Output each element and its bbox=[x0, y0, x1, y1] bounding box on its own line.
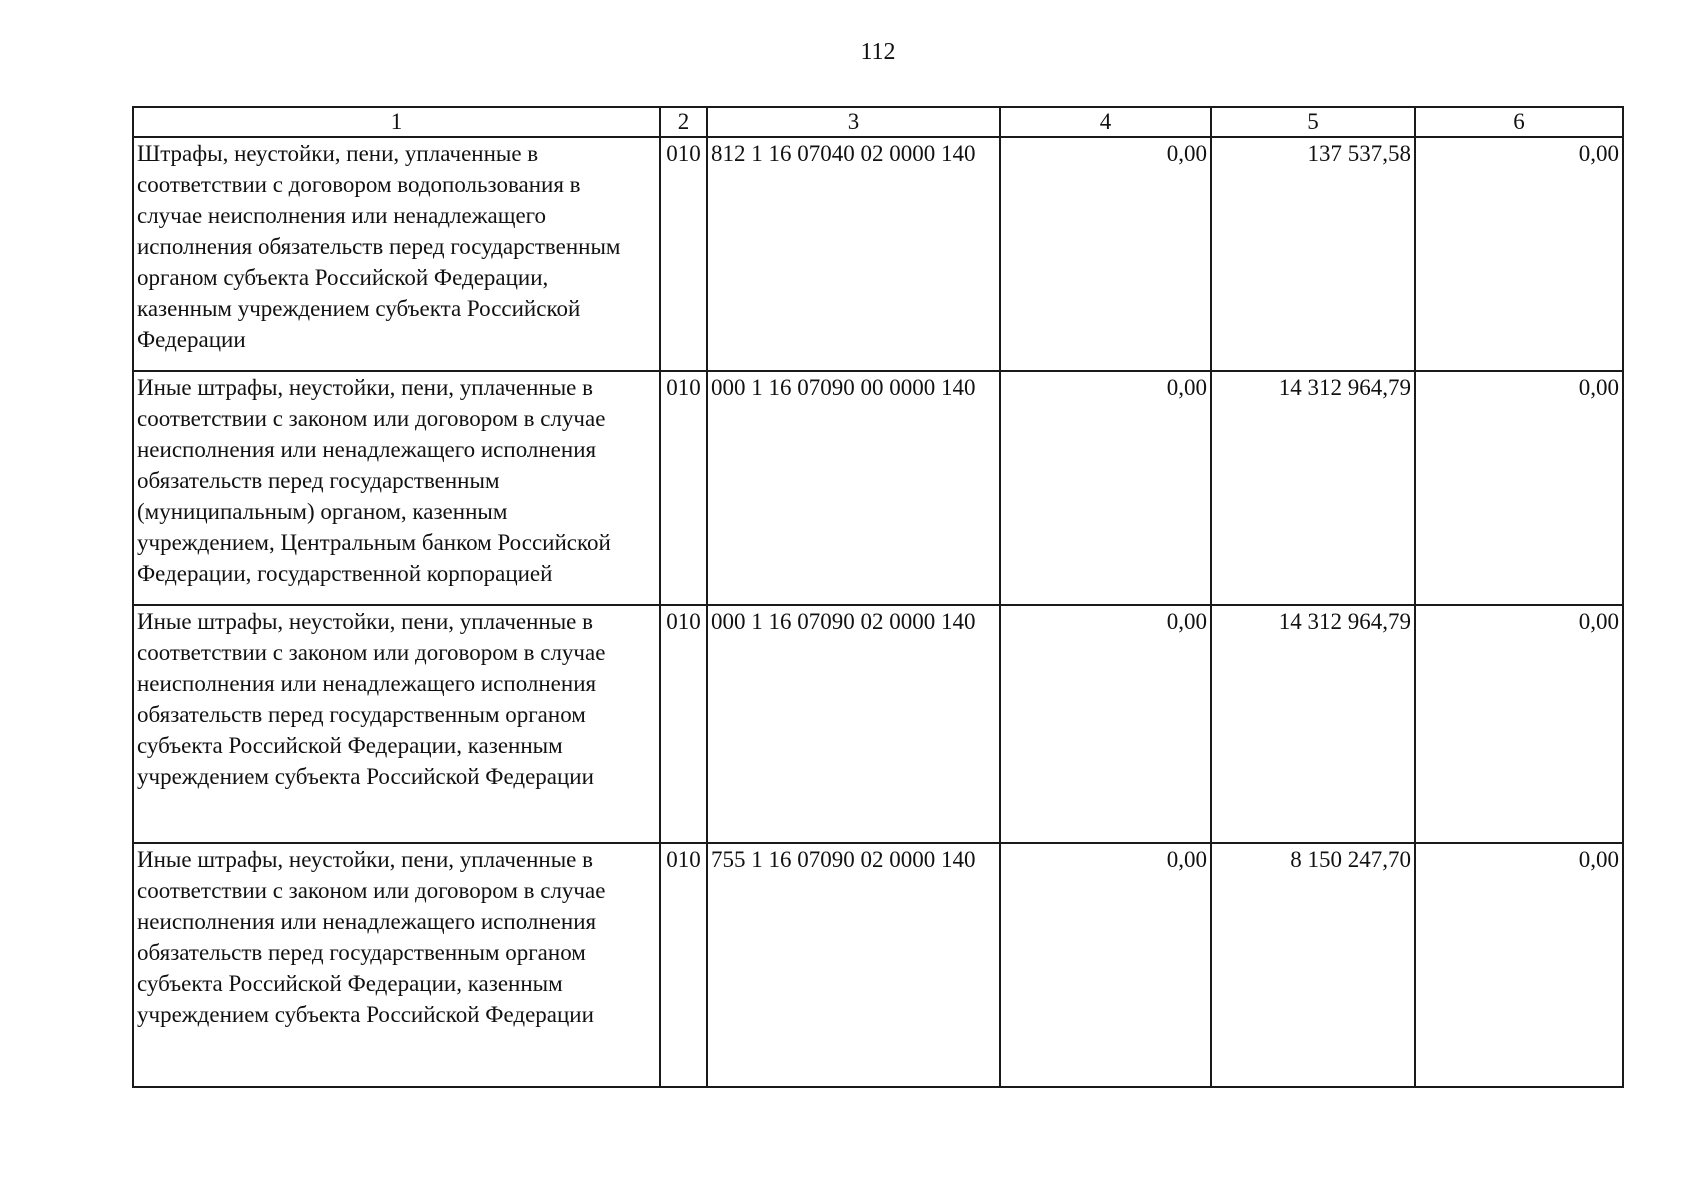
row-column-6-value: 0,00 bbox=[1415, 605, 1623, 843]
row-description: Штрафы, неустойки, пени, уплаченные в соответствии с договором водопользования в случае неисполнения или ненадлежащего исполнения обязательств перед государственным органом субъекта Российской Федерации, казенным учреждением субъекта Российской Федерации bbox=[133, 137, 660, 371]
row-column-4-value: 0,00 bbox=[1000, 371, 1211, 605]
row-description: Иные штрафы, неустойки, пени, уплаченные в соответствии с законом или договором в случае неисполнения или ненадлежащего исполнения обязательств перед государственным органом субъекта Российской Федерации, казенным учреждением субъекта Российской Федерации bbox=[133, 843, 660, 1087]
row-column-5-value: 8 150 247,70 bbox=[1211, 843, 1415, 1087]
column-header: 3 bbox=[707, 107, 1000, 137]
row-column-5-value: 137 537,58 bbox=[1211, 137, 1415, 371]
row-column-6-value: 0,00 bbox=[1415, 371, 1623, 605]
row-column-4-value: 0,00 bbox=[1000, 843, 1211, 1087]
row-column-6-value: 0,00 bbox=[1415, 843, 1623, 1087]
row-column-4-value: 0,00 bbox=[1000, 605, 1211, 843]
revenue-table bbox=[132, 106, 1624, 1088]
row-budget-code: 812 1 16 07040 02 0000 140 bbox=[707, 137, 1000, 371]
row-description: Иные штрафы, неустойки, пени, уплаченные в соответствии с законом или договором в случае неисполнения или ненадлежащего исполнения обязательств перед государственным органом субъекта Российской Федерации, казенным учреждением субъекта Российской Федерации bbox=[133, 605, 660, 843]
row-column-4-value: 0,00 bbox=[1000, 137, 1211, 371]
row-column-6-value: 0,00 bbox=[1415, 137, 1623, 371]
row-budget-code: 000 1 16 07090 00 0000 140 bbox=[707, 371, 1000, 605]
row-line-code: 010 bbox=[660, 843, 707, 1087]
table-row bbox=[133, 843, 1623, 1087]
table-row bbox=[133, 137, 1623, 371]
column-header: 1 bbox=[133, 107, 660, 137]
row-description: Иные штрафы, неустойки, пени, уплаченные в соответствии с законом или договором в случае неисполнения или ненадлежащего исполнения обязательств перед государственным (муниципальным) органом, казенным учреждением, Центральным банком Российской Федерации, государственной корпорацией bbox=[133, 371, 660, 605]
table-row bbox=[133, 371, 1623, 605]
row-column-5-value: 14 312 964,79 bbox=[1211, 371, 1415, 605]
column-header: 2 bbox=[660, 107, 707, 137]
column-header: 5 bbox=[1211, 107, 1415, 137]
column-header: 4 bbox=[1000, 107, 1211, 137]
row-line-code: 010 bbox=[660, 137, 707, 371]
page-number: 112 bbox=[860, 39, 896, 65]
row-column-5-value: 14 312 964,79 bbox=[1211, 605, 1415, 843]
row-line-code: 010 bbox=[660, 371, 707, 605]
row-budget-code: 755 1 16 07090 02 0000 140 bbox=[707, 843, 1000, 1087]
row-budget-code: 000 1 16 07090 02 0000 140 bbox=[707, 605, 1000, 843]
column-header: 6 bbox=[1415, 107, 1623, 137]
row-line-code: 010 bbox=[660, 605, 707, 843]
column-number-header-row bbox=[133, 107, 1623, 137]
table-row bbox=[133, 605, 1623, 843]
